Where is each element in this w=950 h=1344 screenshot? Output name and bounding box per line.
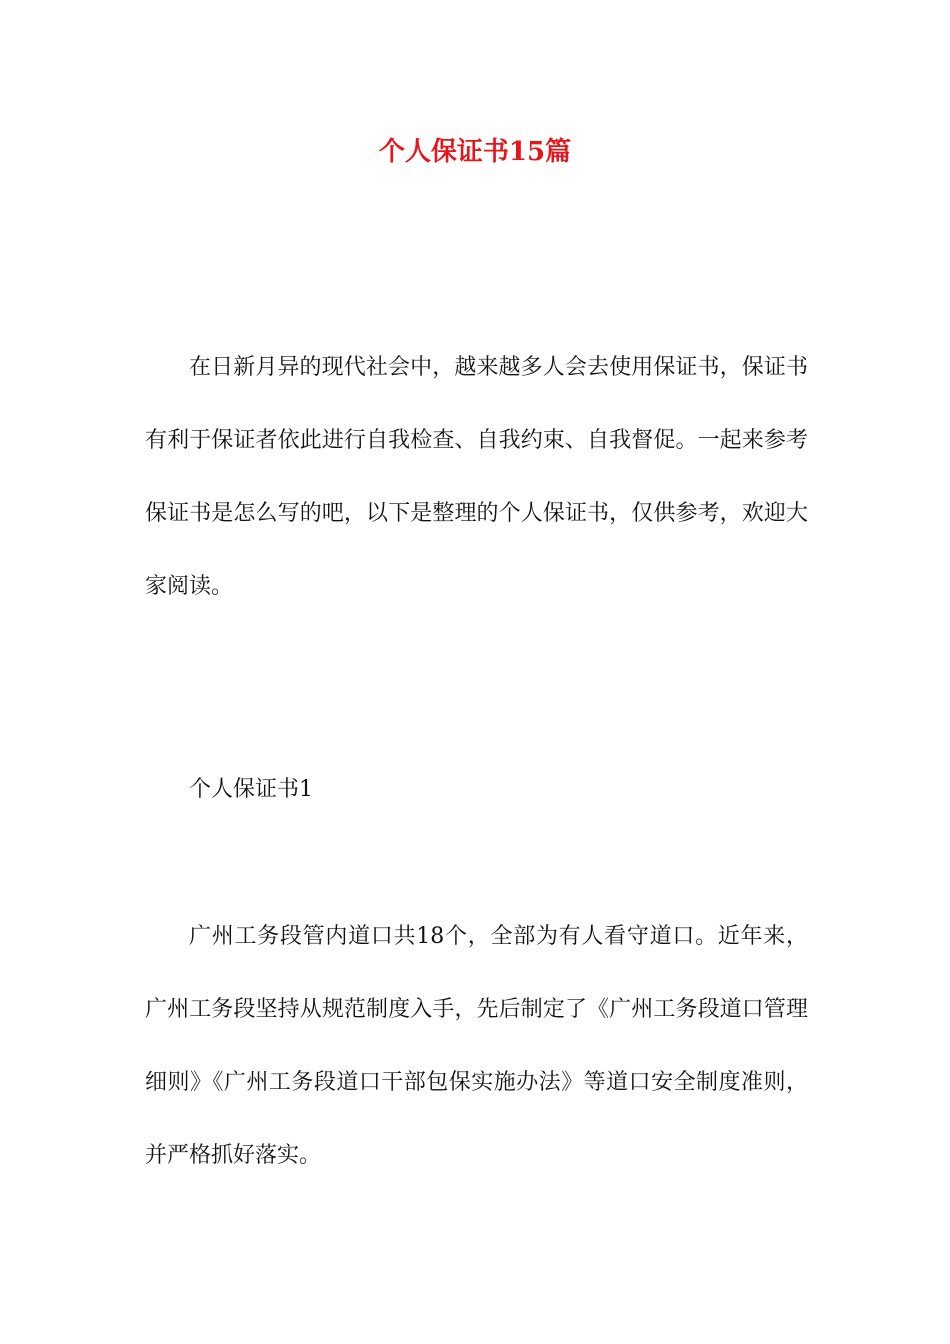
intro-paragraph: 在日新月异的现代社会中，越来越多人会去使用保证书，保证书有利于保证者依此进行自我检查、自我约束、自我督促。一起来参考保证书是怎么写的吧，以下是整理的个人保证书，仅供参考，欢迎大家阅读。 <box>145 355 808 599</box>
section-heading: 个人保证书1 <box>189 777 313 802</box>
page-title: 个人保证书15篇 <box>378 137 572 167</box>
section-body-paragraph: 广州工务段管内道口共18个，全部为有人看守道口。近年来，广州工务段坚持从规范制度入手，先后制定了《广州工务段道口管理细则》《广州工务段道口干部包保实施办法》等道口安全制度准则，并严格抓好落实。 <box>145 924 808 1168</box>
